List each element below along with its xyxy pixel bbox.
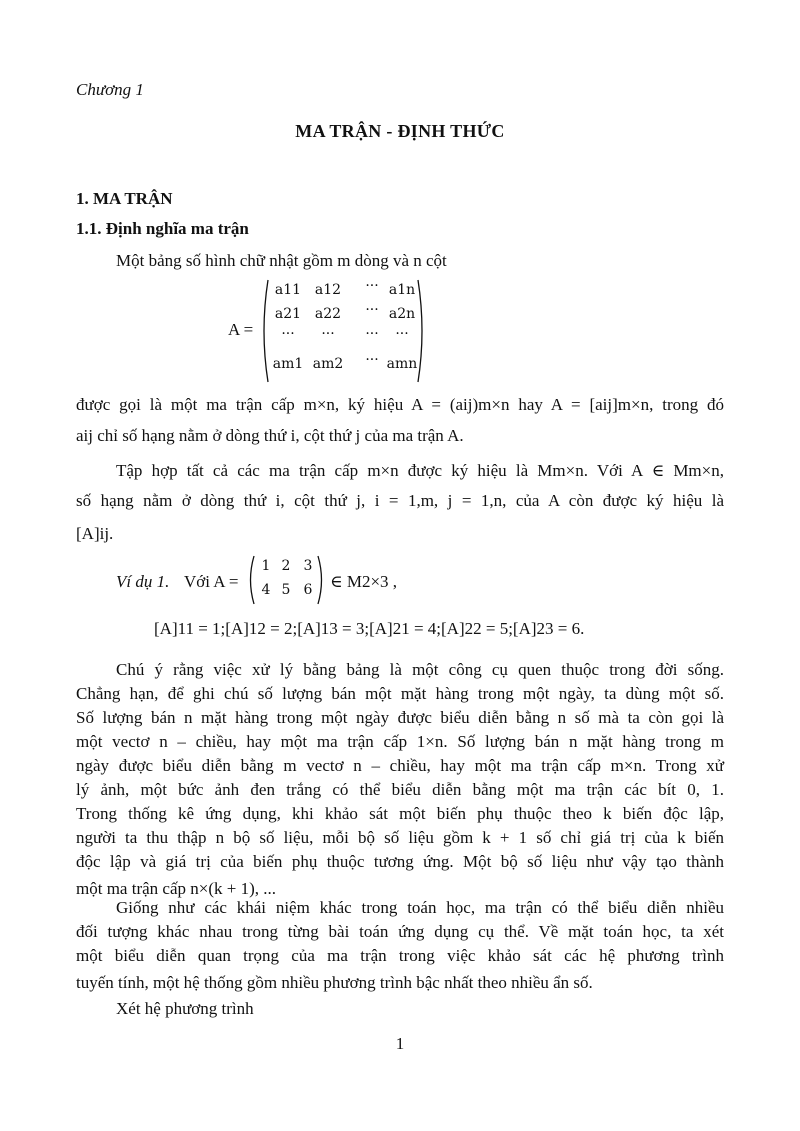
matrix-a-cell: ··· (365, 352, 379, 368)
definition-line: được gọi là một ma trận cấp m×n, ký hiệu A = (aij)m×n hay A = [aij]m×n, trong đó (76, 395, 724, 414)
paragraph-line: độc lập và giá trị của biến phụ thuộc tương ứng. Một bộ số liệu như vậy tạo thành (76, 852, 724, 871)
subsection-heading: 1.1. Định nghĩa ma trận (76, 219, 249, 238)
example-matrix-cell: 1 (261, 558, 271, 574)
matrix-a-cell: ··· (365, 326, 379, 342)
closing-text: Xét hệ phương trình (116, 999, 254, 1018)
example-matrix-cell: 6 (303, 582, 313, 598)
example-matrix-cell: 5 (281, 582, 291, 598)
matrix-a-cell: a1n (388, 282, 416, 298)
paragraph-line: một ma trận cấp n×(k + 1), ... (76, 879, 276, 898)
example-label: Ví dụ 1. (116, 572, 170, 591)
set-definition-line: [A]ij. (76, 524, 114, 543)
matrix-a-cell: am1 (272, 356, 304, 372)
paragraph-line: ngày được biểu diễn bằng m vectơ n – chiều, hay một ma trận cấp m×n. Trong xử (76, 756, 724, 775)
matrix-a-cell: a22 (314, 306, 342, 322)
matrix-a-cell: ··· (281, 326, 295, 342)
intro-text: Một bảng số hình chữ nhật gồm m dòng và n cột (116, 251, 447, 270)
paragraph-line: một biểu diễn quan trọng của ma trận trong việc khảo sát các hệ phương trình (76, 946, 724, 965)
matrix-a-cell: a2n (388, 306, 416, 322)
chapter-label: Chương 1 (76, 80, 144, 99)
example-matrix-cell: 2 (281, 558, 291, 574)
paragraph-line: Số lượng bán n mặt hàng trong một ngày được biểu diễn bằng n số mà ta còn gọi là (76, 708, 724, 727)
paragraph-line: một vectơ n – chiều, hay một ma trận cấp 1×n. Số lượng bán n mặt hàng trong m (76, 732, 724, 751)
matrix-a-cell: a21 (274, 306, 302, 322)
matrix-a-cell: ··· (395, 326, 409, 342)
example-matrix-cell: 3 (303, 558, 313, 574)
paragraph-line: lý ảnh, một bức ảnh đen trắng có thể biểu diễn bằng một ma trận các bít 0, 1. (76, 780, 724, 799)
matrix-a-cell: ··· (365, 278, 379, 294)
set-definition-line: số hạng nằm ở dòng thứ i, cột thứ j, i = 1,m, j = 1,n, của A còn được ký hiệu là (76, 491, 724, 510)
paragraph-line: đối tượng khác nhau trong từng bài toán ứng dụng cụ thể. Về mặt toán học, ta xét (76, 922, 724, 941)
matrix-a-cell: ··· (365, 302, 379, 318)
paragraph-line: Chú ý rằng việc xử lý bằng bảng là một công cụ quen thuộc trong đời sống. (116, 660, 724, 679)
paragraph-line: Trong thống kê ứng dụng, khi khảo sát một biến phụ thuộc theo k biến độc lập, (76, 804, 724, 823)
matrix-a-cell: ··· (321, 326, 335, 342)
example-text: Với A = (184, 572, 239, 591)
example-membership: ∈ M2×3 , (330, 572, 398, 591)
matrix-a-cell: amn (386, 356, 418, 372)
matrix-a-label: A = (228, 320, 254, 339)
paragraph-line: tuyến tính, một hệ thống gồm nhiều phương trình bậc nhất theo nhiều ẩn số. (76, 973, 593, 992)
example-matrix-cell: 4 (261, 582, 271, 598)
set-definition-line: Tập hợp tất cả các ma trận cấp m×n được ký hiệu là Mm×n. Với A ∈ Mm×n, (116, 461, 724, 480)
example-entries: [A]11 = 1;[A]12 = 2;[A]13 = 3;[A]21 = 4;[A]22 = 5;[A]23 = 6. (154, 619, 585, 638)
section-heading: 1. MA TRẬN (76, 189, 173, 208)
matrix-a-cell: am2 (312, 356, 344, 372)
paragraph-line: Chẳng hạn, để ghi chú số lượng bán một mặt hàng trong một ngày, ta dùng một số. (76, 684, 724, 703)
matrix-a-cell: a12 (314, 282, 342, 298)
paragraph-line: người ta thu thập n bộ số liệu, mỗi bộ số liệu gồm k + 1 số chỉ giá trị của k biến (76, 828, 724, 847)
chapter-title: MA TRẬN - ĐỊNH THỨC (295, 121, 505, 141)
paragraph-line: Giống như các khái niệm khác trong toán học, ma trận có thể biểu diễn nhiều (116, 898, 724, 917)
matrix-a-cell: a11 (274, 282, 302, 298)
definition-line: aij chỉ số hạng nằm ở dòng thứ i, cột thứ j của ma trận A. (76, 426, 464, 445)
page-number: 1 (395, 1034, 405, 1053)
